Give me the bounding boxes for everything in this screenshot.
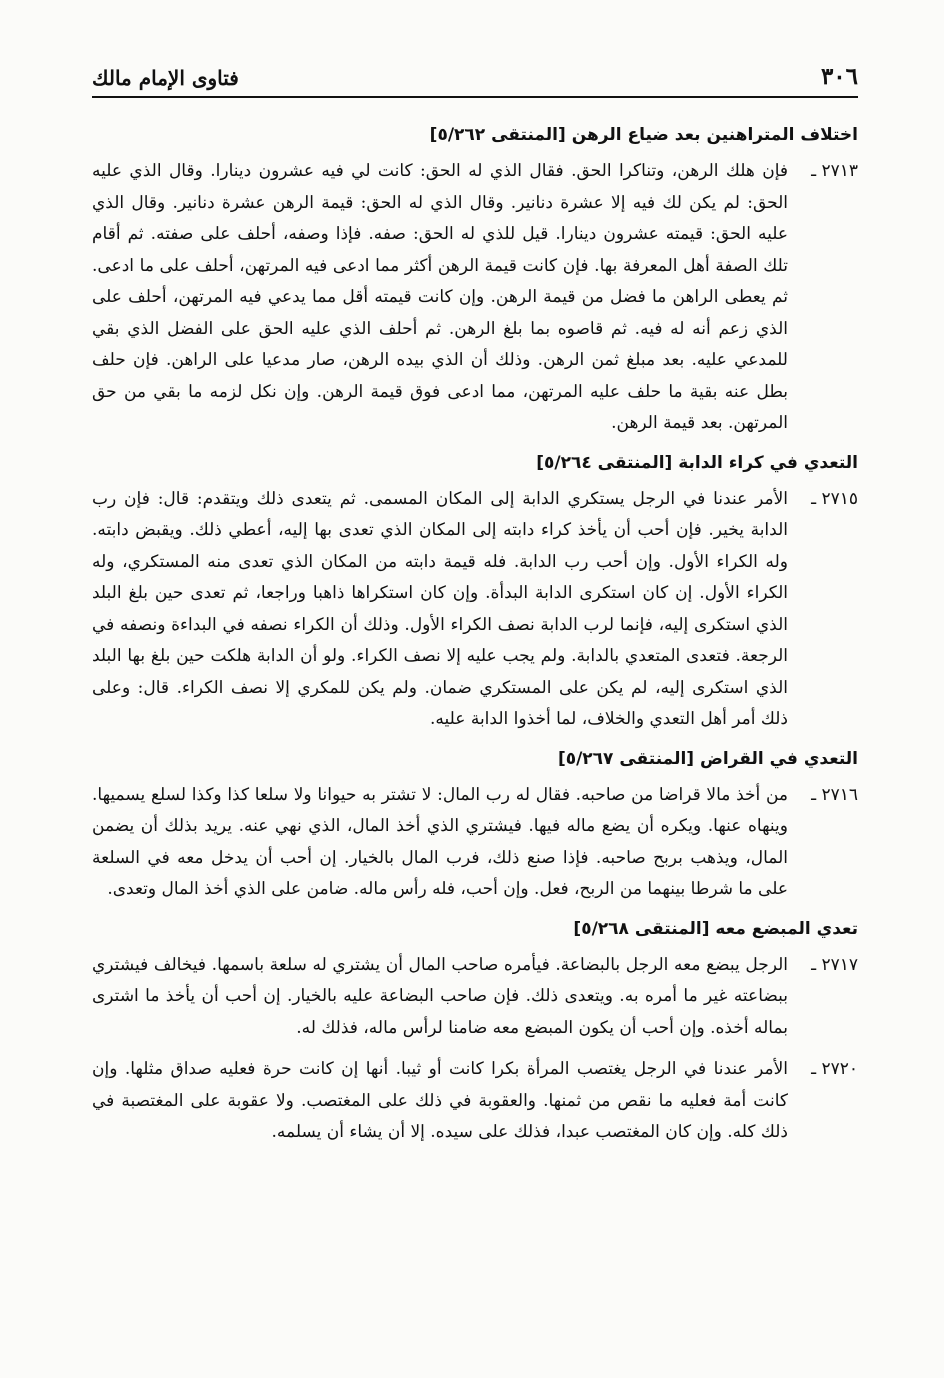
- page-header: [92, 58, 858, 98]
- fatwa-text: الأمر عندنا في الرجل يستكري الدابة إلى المكان المسمى. ثم يتعدى ذلك ويتقدم: قال: فإن رب الدابة يخير. فإن أحب أن يأخذ كراء دابته إلى المكان الذي تعدى بها إليه، أعطي ذلك. ويقبض دابته. وله الكراء الأول. وإن أحب رب الدابة. فله قيمة دابته من المكان الذي تعدى منه المستكري، وله الكراء الأول. إن كان استكرى الدابة البدأة. وإن كان استكراها ذاهبا وراجعا، ثم تعدى حين بلغ البلد الذي استكرى إليه، فإنما لرب الدابة نصف الكراء الأول. وذلك أن الكراء نصفه في البداءة ونصفه في الرجعة. فتعدى المتعدي بالدابة. ولم يجب عليه إلا نصف الكراء. ولو أن الدابة هلكت حين بلغ بها البلد الذي استكرى إليه، لم يكن على المستكري ضمان. ولم يكن للمكري إلا نصف الكراء. قال: وعلى ذلك أمر أهل التعدي والخلاف، لما أخذوا الدابة عليه.: [92, 488, 788, 729]
- fatwa-text: الأمر عندنا في الرجل يغتصب المرأة بكرا كانت أو ثيبا. أنها إن كانت حرة فعليه صداق مثلها. وإن كانت أمة فعليه ما نقص من ثمنها. والعقوبة في ذلك على المغتصب. ولا عقوبة على المغتصبة في ذلك كله. وإن كان المغتصب عبدا، فذلك على سيده. إلا أن يشاء أن يسلمه.: [92, 1059, 788, 1142]
- fatwa-text: فإن هلك الرهن، وتناكرا الحق. فقال الذي له الحق: كانت لي فيه عشرون دينارا. وقال الذي عليه الحق: لم يكن لك فيه إلا عشرة دنانير. وقال الذي له الحق: قيمة الرهن عشرة دنانير. وقال الذي عليه الحق: قيمته عشرون دينارا. قيل للذي له الحق: صفه. فإذا وصفه، أحلف على صفته. ثم أقام تلك الصفة أهل المعرفة بها. فإن كانت قيمة الرهن أكثر مما ادعى فيه المرتهن، أحلف على ما ادعى. ثم يعطى الراهن ما فضل من قيمة الرهن. وإن كانت قيمته أقل مما يدعي فيه المرتهن، أحلف على الذي زعم أنه له فيه. ثم قاصوه بما بلغ الرهن. ثم أحلف الذي عليه الحق على الفضل الذي بقي للمدعي عليه. بعد مبلغ ثمن الرهن. وذلك أن الذي بيده الرهن، صار مدعيا على الراهن. فإن حلف بطل عنه بقية ما حلف عليه المرتهن، مما ادعى فوق قيمة الرهن. وإن نكل لزمه ما بقي من حق المرتهن. بعد قيمة الرهن.: [92, 161, 788, 433]
- fatwa-text: الرجل يبضع معه الرجل بالبضاعة. فيأمره صاحب المال أن يشتري له سلعة باسمها. فيخالف فيشتري ببضاعته غير ما أمره به. ويتعدى ذلك. فإن صاحب البضاعة عليه بالخيار. إن أحب أن يأخذ ما اشترى بماله أخذه. وإن أحب أن يكون المبضع معه ضامنا لرأس ماله، فذلك له.: [92, 954, 788, 1038]
- section-title: التعدي في القراض [المنتقى ٥/٢٦٧]: [557, 748, 858, 769]
- running-title: فتاوى الإمام مالك: [92, 66, 239, 90]
- section-title: اختلاف المتراهنين بعد ضياع الرهن [المنتقى ٥/٢٦٢]: [429, 125, 858, 145]
- fatwa-number: ٢٧٢٠ ـ: [811, 1059, 858, 1079]
- fatwa-entry: [92, 156, 858, 440]
- fatwa-entry: [92, 484, 858, 736]
- fatwa-number: ٢٧١٦ ـ: [811, 784, 858, 805]
- section-title: التعدي في كراء الدابة [المنتقى ٥/٢٦٤]: [536, 452, 858, 473]
- fatwa-number: ٢٧١٧ ـ: [811, 954, 858, 975]
- fatwa-entry: [92, 780, 858, 906]
- section-title: تعدي المبضع معه [المنتقى ٥/٢٦٨]: [573, 918, 858, 939]
- fatwa-entry: [92, 950, 858, 1045]
- page-number: ٣٠٦: [820, 63, 858, 90]
- fatwa-entry: [92, 1054, 858, 1149]
- fatwa-number: ٢٧١٣ ـ: [811, 161, 858, 181]
- page-content: [92, 118, 858, 1159]
- fatwa-number: ٢٧١٥ ـ: [811, 488, 858, 509]
- fatwa-text: من أخذ مالا قراضا من صاحبه. فقال له رب المال: لا تشتر به حيوانا ولا سلعا كذا وكذا لسلع يسميها. وينهاه عنها. ويكره أن يضع ماله فيها. فيشتري الذي أخذ المال، الذي نهي عنه. يريد بذلك أن يضمن المال، ويذهب بربح صاحبه. فإذا صنع ذلك، فرب المال بالخيار. إن أحب أن يدخل معه في السلعة على ما شرطا بينهما من الربح، فعل. وإن أحب، فله رأس ماله. ضامن على الذي أخذ المال وتعدى.: [92, 784, 788, 899]
